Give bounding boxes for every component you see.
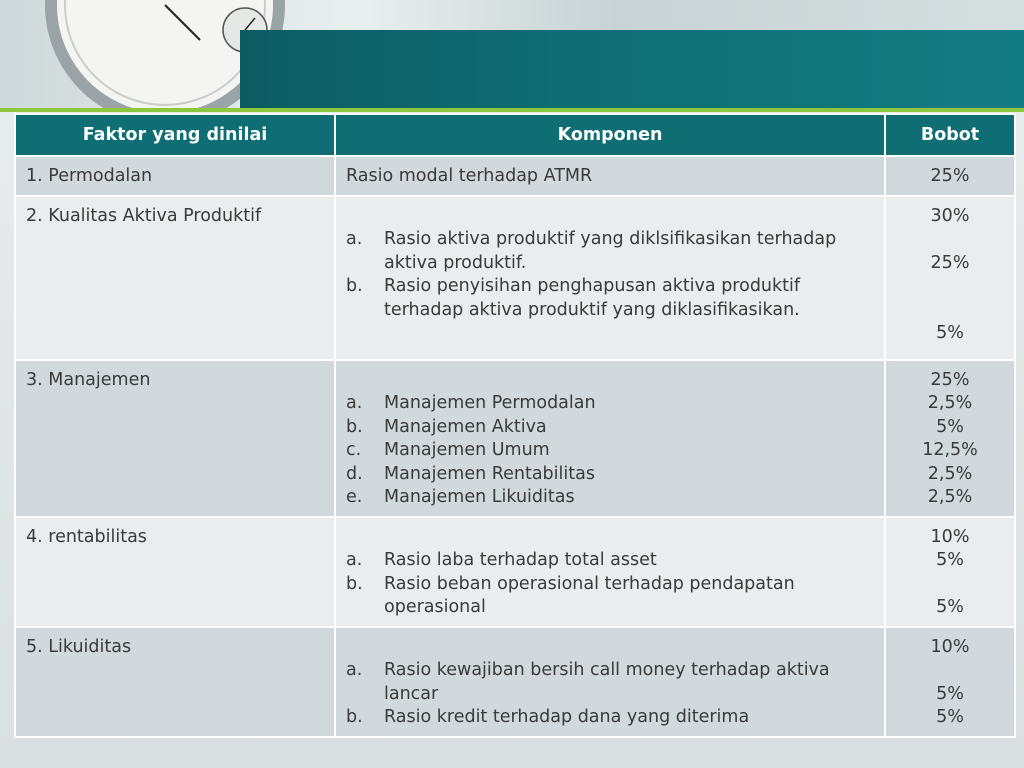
- list-item: [346, 463, 874, 487]
- weight-value: 2,5%: [927, 393, 973, 413]
- weight-value: 25%: [930, 252, 970, 273]
- item-marker: c.: [346, 440, 362, 460]
- table-row: [15, 156, 1015, 196]
- slide-banner: [0, 0, 1024, 112]
- list-item: [346, 228, 874, 275]
- item-marker: b.: [346, 276, 363, 296]
- weight-cell: [885, 156, 1015, 196]
- weight-value: 2,5%: [927, 487, 973, 507]
- weight-value: 25%: [930, 369, 970, 390]
- item-marker: b.: [346, 573, 363, 594]
- table-header-row: [15, 114, 1015, 156]
- weight-value: 5%: [936, 323, 964, 343]
- weight-value: 5%: [936, 707, 964, 727]
- list-item: [346, 486, 874, 510]
- item-marker: e.: [346, 487, 363, 507]
- item-text: Rasio beban operasional terhadap pendapatan operasional: [384, 573, 795, 617]
- item-marker: b.: [346, 416, 363, 437]
- weight-cell: [885, 517, 1015, 627]
- factor-cell: 3. Manajemen: [15, 360, 335, 517]
- table-row: [15, 196, 1015, 360]
- component-cell: [335, 627, 885, 737]
- weight-cell: [885, 627, 1015, 737]
- weight-value: [896, 573, 1004, 597]
- weight-value: [896, 228, 1004, 252]
- list-item: [346, 439, 874, 463]
- list-item: [346, 416, 874, 440]
- table-row: [15, 360, 1015, 517]
- weight-cell: [885, 196, 1015, 360]
- item-marker: d.: [346, 463, 363, 484]
- weight-value: [896, 275, 1004, 299]
- weight-value: 2,5%: [927, 463, 973, 484]
- weight-value: 10%: [930, 526, 970, 547]
- component-cell: [335, 517, 885, 627]
- item-marker: a.: [346, 229, 363, 249]
- weight-value: 10%: [930, 636, 970, 657]
- component-cell: Rasio modal terhadap ATMR: [335, 156, 885, 196]
- item-text: Rasio penyisihan penghapusan aktiva produktif terhadap aktiva produktif yang diklasifikasikan.: [384, 276, 801, 320]
- component-cell: [335, 196, 885, 360]
- list-item: [346, 549, 874, 573]
- item-text: Manajemen Umum: [384, 440, 550, 460]
- weight-value: 5%: [936, 550, 964, 570]
- weight-value: 25%: [930, 166, 970, 186]
- header-factor: Faktor yang dinilai: [15, 114, 335, 156]
- factor-cell: 4. rentabilitas: [15, 517, 335, 627]
- list-item: [346, 706, 874, 730]
- weight-value: 30%: [930, 205, 970, 226]
- factor-cell: 2. Kualitas Aktiva Produktif: [15, 196, 335, 360]
- table-row: [15, 517, 1015, 627]
- table-row: [15, 627, 1015, 737]
- factor-cell: 1. Permodalan: [15, 156, 335, 196]
- list-item: [346, 275, 874, 322]
- list-item: [346, 659, 874, 706]
- weight-value: 5%: [936, 597, 964, 617]
- assessment-table: [14, 113, 1016, 738]
- weight-value: [896, 659, 1004, 683]
- header-weight: Bobot: [885, 114, 1015, 156]
- item-text: Manajemen Permodalan: [384, 393, 596, 413]
- factor-cell: 5. Likuiditas: [15, 627, 335, 737]
- item-text: Rasio kewajiban bersih call money terhadap aktiva lancar: [384, 660, 830, 704]
- header-component: Komponen: [335, 114, 885, 156]
- item-text: Manajemen Rentabilitas: [384, 463, 595, 484]
- item-text: Rasio aktiva produktif yang diklsifikasikan terhadap aktiva produktif.: [384, 229, 837, 273]
- item-text: Manajemen Aktiva: [384, 416, 547, 437]
- weight-value: 5%: [936, 683, 964, 704]
- teal-header-band: [240, 30, 1024, 112]
- weight-cell: [885, 360, 1015, 517]
- item-marker: a.: [346, 660, 363, 680]
- list-item: [346, 573, 874, 620]
- item-text: Rasio laba terhadap total asset: [384, 550, 657, 570]
- list-item: [346, 392, 874, 416]
- weight-value: 12,5%: [922, 440, 978, 460]
- item-marker: b.: [346, 707, 363, 727]
- component-cell: [335, 360, 885, 517]
- item-marker: a.: [346, 393, 363, 413]
- weight-value: 5%: [936, 416, 964, 437]
- item-marker: a.: [346, 550, 363, 570]
- item-text: Rasio kredit terhadap dana yang diterima: [384, 707, 750, 727]
- weight-value: [896, 299, 1004, 323]
- item-text: Manajemen Likuiditas: [384, 487, 575, 507]
